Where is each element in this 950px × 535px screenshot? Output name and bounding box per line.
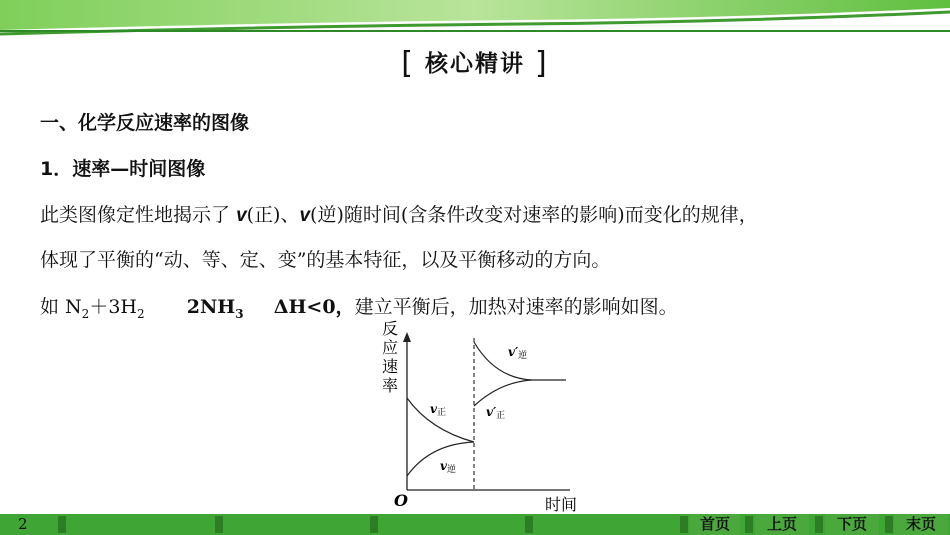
curve-v-prime-zheng: [474, 380, 532, 406]
nav-divider-1: [745, 516, 753, 533]
label-v-ni: v逆: [440, 459, 456, 475]
label-v-prime-ni: v′逆: [508, 345, 528, 361]
y-label-4: 率: [382, 376, 399, 395]
x-axis-label: 时间: [545, 495, 578, 514]
bar-divider-1: [58, 516, 66, 533]
bracket-close: ]: [535, 46, 549, 81]
bar-divider-5: [680, 516, 688, 533]
bracket-open: [: [401, 46, 415, 81]
y-axis-arrow: [403, 332, 411, 342]
section-title-text: 核心精讲: [425, 51, 525, 77]
curve-v-zheng: [407, 398, 474, 442]
top-banner: [0, 0, 950, 38]
bar-divider-4: [525, 516, 533, 533]
example-prefix: 如 N: [40, 296, 82, 318]
para1-ni: (逆)随时间(含条件改变对速率的影响)而变化的规律，: [310, 204, 758, 226]
para1-v2: v: [299, 205, 311, 226]
example-line: [40, 292, 678, 321]
bar-divider-3: [370, 516, 378, 533]
sub-3: 3: [235, 306, 244, 321]
bottom-bar: [0, 514, 950, 535]
y-label-3: 速: [382, 357, 399, 376]
y-label-2: 应: [382, 338, 399, 357]
prev-page-button[interactable]: 上页: [755, 514, 809, 535]
label-v-zheng: v正: [430, 402, 446, 418]
sub-2b: 2: [136, 306, 145, 321]
paragraph-1: [40, 200, 758, 227]
last-page-button[interactable]: 末页: [894, 514, 948, 535]
first-page-button[interactable]: 首页: [690, 514, 740, 535]
nav-divider-2: [815, 516, 823, 533]
example-product: 2NH: [186, 296, 236, 318]
page-number: 2: [18, 515, 28, 533]
example-suffix: 建立平衡后，加热对速率的影响如图。: [354, 296, 678, 318]
heading-2: 1．速率—时间图像: [40, 158, 206, 180]
para1-pre: 此类图像定性地揭示了: [40, 204, 231, 226]
heading-1: 一、化学反应速率的图像: [40, 112, 250, 134]
example-delta: ΔH<0，: [273, 296, 355, 318]
section-title: [0, 45, 950, 81]
paragraph-2: 体现了平衡的“动、等、定、变”的基本特征，以及平衡移动的方向。: [40, 249, 611, 271]
y-label-1: 反: [382, 319, 399, 338]
origin-label: O: [394, 491, 408, 510]
para1-zheng: (正)、: [246, 204, 300, 226]
label-v-prime-zheng: v′正: [486, 405, 506, 421]
next-page-button[interactable]: 下页: [825, 514, 879, 535]
rate-time-chart: [370, 318, 590, 514]
bar-divider-2: [215, 516, 223, 533]
sub-2a: 2: [81, 306, 90, 321]
curve-v-prime-ni: [474, 342, 566, 380]
banner-graphic: [0, 0, 950, 38]
para1-v1: v: [236, 205, 247, 226]
nav-divider-3: [885, 516, 893, 533]
example-plus: ＋3H: [89, 296, 137, 318]
